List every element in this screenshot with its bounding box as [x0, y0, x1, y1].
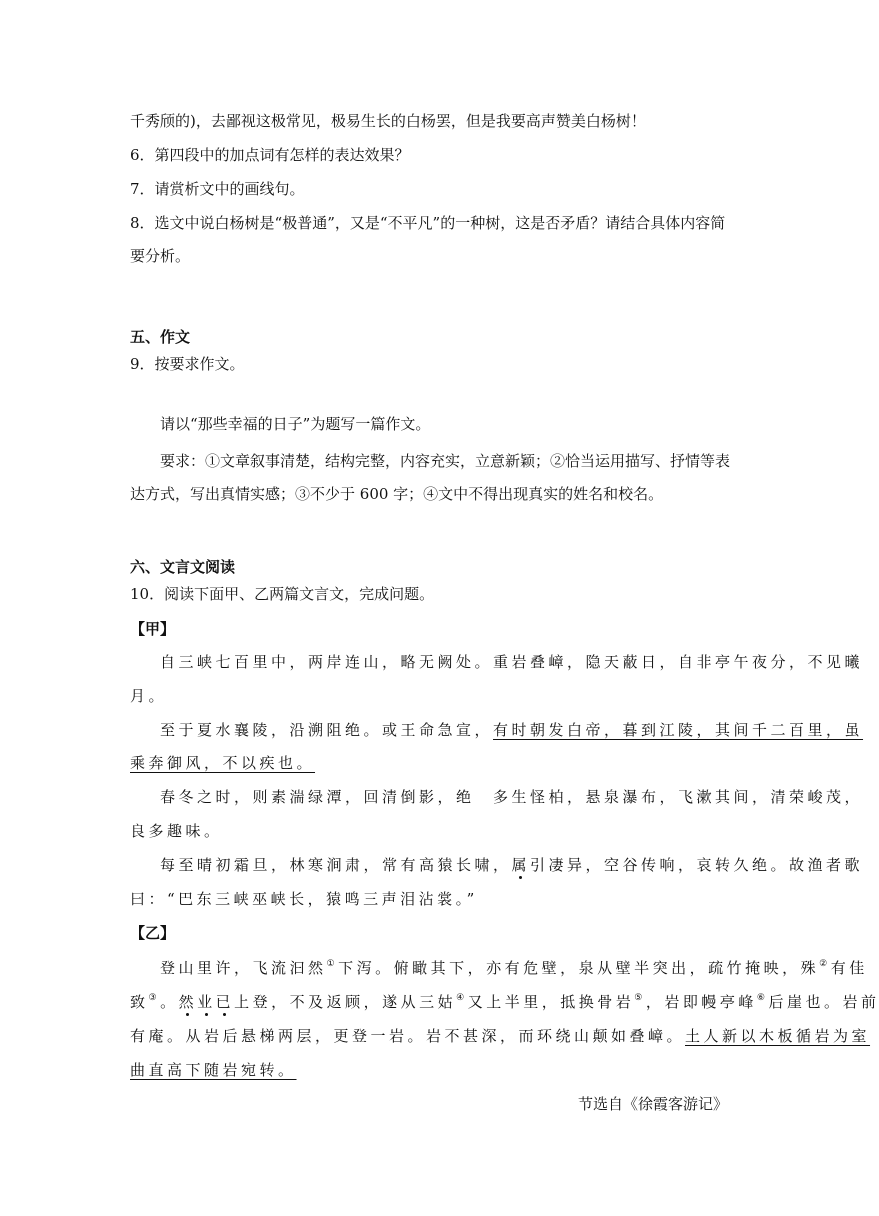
yi-text: 致 [130, 993, 149, 1011]
section-6-heading: 六、文言文阅读 [130, 558, 236, 576]
jia-paragraph-4-text-b: 引凄异，空谷传响，哀转久绝。故渔者歌 [530, 856, 864, 874]
jia-paragraph-2-line-2 [130, 753, 315, 773]
yi-text: 有佳 [830, 959, 868, 977]
passage-yi-label: 【乙】 [130, 924, 176, 942]
yi-text: 又上半里，抵换骨岩 [467, 993, 635, 1011]
passage-jia-label: 【甲】 [130, 620, 176, 638]
jia-paragraph-4-line-2: 曰：“巴东三峡巫峡长，猿鸣三声泪沾裳。” [130, 890, 478, 908]
question-7: 7．请赏析文中的画线句。 [130, 180, 305, 198]
jia-paragraph-2-line-1 [160, 720, 863, 740]
footnote-mark: ③ [148, 993, 161, 1003]
dotted-word-shu: 属 [511, 856, 531, 874]
essay-requirements-line-2: 达方式，写出真情实感；③不少于 600 字；④文中不得出现真实的姓名和校名。 [130, 485, 664, 503]
yi-text: ，岩即幔亭峰 [645, 993, 757, 1011]
jia-paragraph-4-text-a: 每至晴初霜旦，林寒涧肃，常有高猿长啸， [160, 856, 512, 874]
yi-text: 后崖也。岩前 [768, 993, 879, 1011]
source-citation: 节选自《徐霞客游记》 [577, 1095, 728, 1113]
yi-line-3 [130, 1026, 870, 1046]
yi-text: 登山里许，飞流汩然 [160, 959, 327, 977]
yi-line-2 [130, 992, 879, 1012]
footnote-mark: ① [326, 959, 339, 969]
essay-requirements-line-1: 要求：①文章叙事清楚，结构完整，内容充实，立意新颖；②恰当运用描写、抒情等表 [160, 452, 731, 470]
question-8-line-2: 要分析。 [130, 247, 191, 265]
jia-paragraph-3-line-1: 春冬之时，则素湍绿潭，回清倒影，绝 多生怪柏，悬泉瀑布，飞漱其间，清荣峻茂， [160, 788, 864, 806]
footnote-mark: ② [819, 959, 831, 969]
question-5-text-tail: 千秀颀的)，去鄙视这极常见，极易生长的白杨罢，但是我要高声赞美白杨树！ [130, 112, 646, 130]
section-5-heading: 五、作文 [130, 328, 191, 346]
question-6: 6．第四段中的加点词有怎样的表达效果？ [130, 146, 410, 164]
yi-line-4 [130, 1060, 297, 1080]
underlined-sentence-part-1: 有时朝发白帝，暮到江陵，其间千二百里，虽 [493, 721, 864, 739]
question-9: 9．按要求作文。 [130, 355, 245, 373]
jia-paragraph-3-line-2: 良多趣味。 [130, 822, 223, 840]
yi-text: 下泻。俯瞰其下，亦有危壁，泉从壁半突出，疏竹掩映，殊 [338, 959, 820, 977]
yi-line-1 [160, 958, 868, 978]
dotted-word-ran: 然 [178, 993, 198, 1011]
yi-underlined-part-2: 曲直高下随岩宛转。 [130, 1061, 297, 1079]
jia-paragraph-4-line-1 [160, 855, 863, 875]
jia-paragraph-2-text: 至于夏水襄陵，沿溯阻绝。或王命急宣， [160, 721, 494, 739]
underlined-sentence-part-2: 乘奔御风，不以疾也。 [130, 754, 316, 772]
footnote-mark: ⑤ [634, 993, 646, 1003]
essay-prompt: 请以“那些幸福的日子”为题写一篇作文。 [160, 415, 431, 433]
yi-text: 上登，不及返顾，遂从三姑 [234, 993, 457, 1011]
yi-underlined-part-1: 土人新以木板循岩为室 [685, 1027, 871, 1045]
question-8-line-1: 8．选文中说白杨树是“极普通”，又是“不平凡”的一种树，这是否矛盾？请结合具体内容简 [130, 214, 726, 232]
footnote-mark: ④ [456, 993, 468, 1003]
jia-paragraph-1-line-2: 月。 [130, 687, 168, 705]
yi-text: 。 [160, 993, 179, 1011]
dotted-word-yi: 已 [215, 993, 235, 1011]
question-10: 10．阅读下面甲、乙两篇文言文，完成问题。 [130, 585, 435, 603]
dotted-word-ye: 业 [197, 993, 216, 1011]
yi-text: 有庵。从岩后悬梯两层，更登一岩。岩不甚深，而环绕山颠如叠嶂。 [130, 1027, 686, 1045]
footnote-mark: ⑥ [756, 993, 769, 1003]
jia-paragraph-1-line-1: 自三峡七百里中，两岸连山，略无阙处。重岩叠嶂，隐天蔽日，自非亭午夜分，不见曦 [160, 653, 864, 671]
